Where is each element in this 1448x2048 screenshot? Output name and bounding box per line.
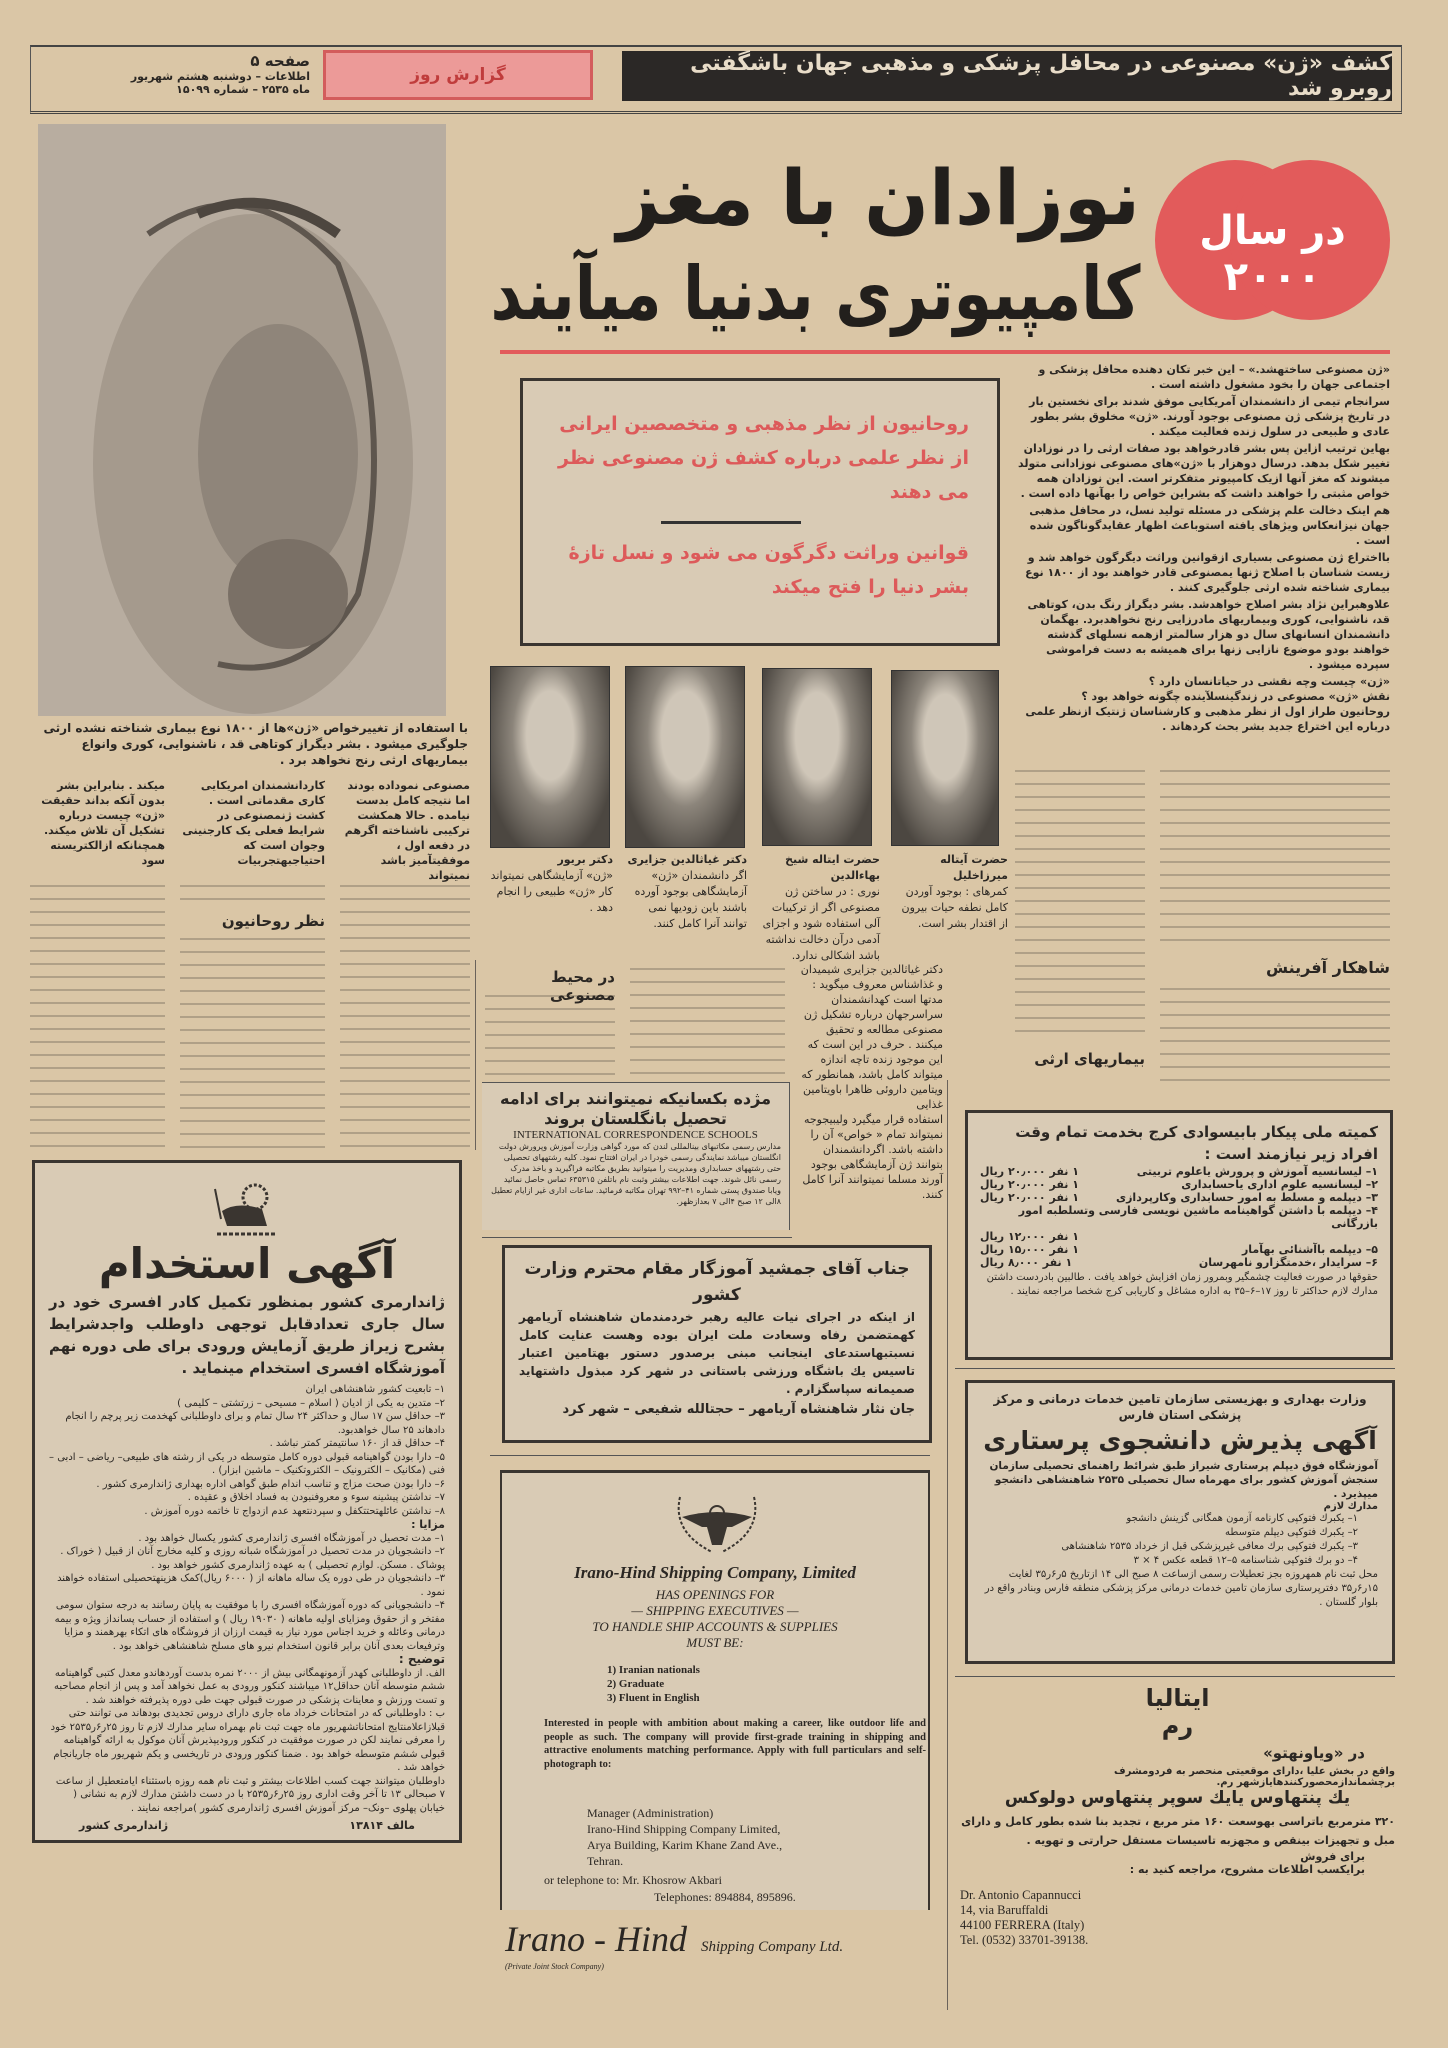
ad-nursing-docs-label: مدارك لازم: [1323, 1501, 1378, 1512]
literacy-salary: ۱ نفر ۸٫۰۰۰ ریال: [980, 1256, 1073, 1269]
issue-line-1: اطلاعات – دوشنبه هشتم شهریور: [130, 70, 310, 83]
headline-row-1: [490, 150, 1140, 246]
literacy-item: [980, 1243, 1378, 1256]
body-snippet: کاردانشمندان امریکایی کاری مقدماتی است . کشت ژنمصنوعی در شرایط فعلی یک کارجنینی وجوان است که احتیاجبهتجربیات: [182, 779, 325, 867]
intro-paragraph: روحانیون طراز اول از نظر مذهبی و کارشناسان ژنتیک ازنظر علمی درباره این اختراع جدید بشر بحث کردهاند .: [1025, 705, 1390, 733]
literacy-item: [980, 1191, 1378, 1204]
jazayeri-column-end: استفاده قرار میگیرد ولیبیجوجه نمیتواند تمام « خواص» آن را داشته باشد. اگردانشمندان بتوانند ژن آزمایشگاهی بوجود آورند مسلما نمیتوانند آنرا کامل کنند.: [802, 1113, 943, 1201]
portrait-quote: نوری : در ساختن ژن مصنوعی اگر از ترکیبات آلی استفاده شود و اجزای آدمی درآن دخالت نداشته باشد اشکالی ندارد.: [762, 885, 880, 962]
intro-paragraph: سرانجام تیمی از دانشمندان آمریکایی موفق شدند برای نخستین بار در تاریخ پزشکی ژن مصنوعی بوجود آورند. «ژن» مخلوق بشر بطور عادی و طبیعی در سلول زنده فعالیت میکند .: [1029, 395, 1390, 438]
opening-line: HAS OPENINGS FOR: [655, 1587, 775, 1602]
italy-address-line: 44100 FERRERA (Italy): [960, 1918, 1085, 1932]
issue-line-2: ماه ۲۵۳۵ – شماره ۱۵۰۹۹: [176, 83, 310, 96]
body-column-text: [340, 885, 470, 1150]
shipping-logo-note: (Private Joint Stock Company): [505, 1962, 604, 1971]
portrait-photo: [891, 670, 999, 846]
ad-italy-location: واقع در بخش علیا ،دارای موقعیتی منحصر به فردومشرف برچشماندازمحصورکنندهایازشهر رم.: [1114, 1766, 1395, 1788]
ad-correspondence-schools: [482, 1082, 790, 1230]
shipping-company: Irano-Hind Shipping Company, Limited: [574, 1563, 856, 1582]
shipping-phone-numbers: Telephones: 894884, 895896.: [654, 1890, 796, 1904]
intro-paragraph: «ژن مصنوعی ساختهشد.» – این خبر تکان دهنده محافل پزشکی و اجتماعی جهان را بخود مشغول داشته است .: [1038, 363, 1390, 391]
literacy-role: ۵– دیپلمه باآشنائی بهآمار: [1241, 1243, 1378, 1256]
portrait-caption: [622, 852, 747, 932]
body-column-text: [180, 938, 325, 1150]
section-label: گزارش روز: [410, 65, 506, 85]
headline-line-2: کامپیوتری بدنیا میآیند: [490, 251, 1140, 337]
condition: ۱– تابعیت کشور شاهنشاهی ایران: [305, 1384, 445, 1395]
portrait-photo: [762, 668, 872, 846]
fetus-illustration: [38, 124, 446, 716]
portrait-caption: [755, 852, 880, 964]
condition: ۵– دارا بودن گواهینامه قبولی دوره کامل متوسطه در یکی از رشته های طبیعی– ریاضی – ادبی – فنی (مکانیک – الکترونیک – الکتروتکنیک – ماشین ابزار) .: [49, 1451, 445, 1476]
ad-italy-country: ایتالیا: [1145, 1684, 1210, 1712]
portrait-photo: [625, 666, 745, 848]
italy-address-line: Dr. Antonio Capannucci: [960, 1888, 1082, 1902]
literacy-role: ۳– دیپلمه و مسلط به امور حسابداری وکارپردازی: [1116, 1191, 1378, 1204]
literacy-role: ۱– لیسانسیه آموزش و پرورش یاعلوم تربیتی: [1136, 1165, 1378, 1178]
ad-gendarmerie-intro: ژاندارمری کشور بمنظور تکمیل کادر افسری خود در سال جاری تعدادقابل توجهی داوطلب واجدشرایط بشرح زیراز طریق آزمایش ورودی برای طی دوره نهم آموزشگاه افسری استخدام مینماید .: [49, 1293, 445, 1377]
intro-article: [1015, 362, 1390, 734]
ad-italy: [960, 1684, 1395, 1948]
ad-italy-district: در «ویاونهتو»: [1263, 1744, 1365, 1762]
portrait-name: حضرت آیتاله میرزاخلیل: [940, 853, 1008, 882]
rule: [482, 1237, 792, 1238]
shipping-logo: [505, 1918, 935, 1971]
requirement: 1) Iranian nationals: [607, 1664, 700, 1676]
required-doc: ۳– یکبرك فتوکپی برك معافی غیرپزشکی قبل از خرداد ۲۵۳۵ شاهنشاهی: [1061, 1541, 1358, 1552]
body-column-text: [180, 885, 325, 907]
column-rule: [475, 960, 476, 1150]
ad-ics-title: مژده بکسانیکه نمیتوانند برای ادامه تحصیل بانگلستان بروند: [500, 1089, 771, 1128]
jazayeri-block: [795, 962, 943, 1202]
figure-caption: با استفاده از تغییرخواص «ژن»ها از ۱۸۰۰ نوع بیماری شناخته نشده ارثی جلوگیری میشود . بشر دیگراز کوتاهی قد ، ناشنوایی، کوری وانواع بیماریهای ارثی رنج نخواهد برد .: [43, 721, 468, 767]
banner: [622, 51, 1392, 101]
rule: [490, 1455, 930, 1456]
address-line: Arya Building, Karim Khane Zand Ave.,: [587, 1838, 783, 1852]
address-line: Irano-Hind Shipping Company Limited,: [587, 1822, 781, 1836]
shipping-body: Interested in people with ambition about making a career, like outdoor life and people as such. The company will provide first-grade training in shipping and attractive enoluments matching performance. Apply with full particulars and self-photograph to:: [544, 1718, 926, 1770]
portrait-name: دکتر بریور: [557, 853, 613, 866]
portrait-name: حضرت ایتاله شیخ بهاءالدین: [785, 853, 880, 882]
pullquote-bottom: قوانین وراثت دگرگون می شود و نسل تازهٔ بشر دنیا را فتح میکند: [568, 542, 969, 598]
portrait-quote: اگر دانشمندان «ژن» آزمایشگاهی بوجود آورده باشند باین زودیها نمی توانند آنرا کامل کنند.: [634, 869, 747, 930]
rule: [955, 1676, 1395, 1677]
fetus-drawing-icon: [38, 124, 446, 716]
italy-address-line: Tel. (0532) 33701-39138.: [960, 1933, 1089, 1947]
ad-italy-sale: برای فروش: [1300, 1850, 1365, 1863]
headline-row-2: [490, 246, 1140, 342]
subhead-clergy: نظر روحانیون: [221, 912, 325, 930]
portrait-quote: کمرهای : بوجود آوردن کامل نطفه حیات بیرون از اقتدار بشر است.: [901, 885, 1008, 930]
ad-thanks-body: از اینکه در اجرای نیات عالیه رهبر خردمندمان شاهنشاه آریامهر کهمتضمن رفاه وسعادت ملت ایران بوده وهست عنایت کامل نسبتبهاستدعای اینجانب مبنی برصدور دستور بهتامین اعتبار تاسیس یك باشگاه ورزشی باستانی در شهر کرد مبذول داشتهاید صمیمانه سپاسگزارم .: [519, 1310, 915, 1396]
ad-italy-contact-prompt: برایکسب اطلاعات مشروح، مراجعه کنید به :: [1129, 1863, 1365, 1876]
ad-italy-body: ۳۲۰ مترمربع باتراسی بهوسعت ۱۶۰ متر مربع ، تجدید بنا شده بطور کامل و دارای مبل و تجهیزات بینقص و مجهزبه تاسیسات مستقل حرارتی و تهویه .: [961, 1815, 1395, 1847]
subhead-artificial: در محیط مصنوعی: [549, 968, 615, 1004]
subhead-masterpiece: شاهکار آفرینش: [1266, 958, 1390, 977]
ad-gendarmerie-signature: ژاندارمری کشور: [79, 1819, 169, 1832]
year-badge-text: در سال ۲۰۰۰: [1199, 208, 1346, 300]
benefits-label: مزایا :: [411, 1518, 445, 1531]
pullquote-box: [520, 378, 1000, 646]
address-line: Tehran.: [587, 1854, 624, 1868]
body-column-text: [30, 885, 165, 1150]
ad-thanks-signature: جان نثار شاهنشاه آریامهر – حجتالله شفیعی – شهر کرد: [562, 1402, 915, 1417]
intro-paragraph: «ژن» چیست وچه نقشی در حیاتانسان دارد ؟: [1148, 675, 1390, 688]
note: ب : داوطلبانی که در امتحانات خرداد ماه جاری دارای دروس تجدیدی بودهاند می توانند حتی قبلازاعلامنتایج امتحاناتشهریور ماه جهت ثبت نام بهمراه سایر مدارك لازم تا روز ۲۵ر۶ر۲۵۳۵ خود را معرفی نمایند لکن در صورت موفقیت در کنکور ورودیپذیرش آنان موکول به ارائه گواهینامه قبولی ششم متوسطه خواهد بود . ضمنا کنکور ورودی در تاریخسی و یکم شهریور ماه جاریانجام خواهد شد .: [50, 1708, 445, 1773]
portrait-name: دکتر غیاثالدین جزایری: [627, 853, 747, 866]
ad-italy-city: رم: [1161, 1712, 1194, 1740]
benefit: ۴– دانشجویانی که دوره آموزشگاه افسری را با موفقیت به پایان رسانند به درجه ستوان سومی مفتخر و از حقوق ومزایای اولیه ماهانه ( ۱۹۰۳۰ ریال ) و استفاده از حساب پسانداز ویژه و بیمه درمانی وعائله و خرید اجناس مورد نیاز به قیمت ارزان از فروشگاه های اتکاء بهرهمند و مزایا وترفیعات بعدی آنان برابر قانون استخدام نیرو های مسلح شاهنشاهی خواهد بود .: [54, 1600, 445, 1652]
literacy-item: [980, 1256, 1378, 1269]
intro-paragraph: بااختراع ژن مصنوعی بسیاری ازقوانین وراثت دیگرگون خواهد شد و زیست شناسان با اصلاح ژنها یمصنوعی قادر خواهند بود از ۱۸۰۰ نوع بیماری شناخته شده ارثی جلوگیری کنند .: [1025, 551, 1390, 594]
shipping-phone-contact: or telephone to: Mr. Khosrow Akbari: [544, 1873, 722, 1887]
notes-label: توضیح :: [398, 1652, 445, 1666]
headline-line-1: نوزادان با مغز: [616, 153, 1140, 242]
literacy-salary: ۱ نفر ۱۵٫۰۰۰ ریال: [980, 1243, 1079, 1256]
ad-thanks-minister: [502, 1245, 932, 1443]
literacy-item: [980, 1165, 1378, 1178]
year-badge: [1155, 160, 1390, 320]
ad-nursing-ministry: وزارت بهداری و بهزیستی سازمان تامین خدمات درمانی و مرکز پزشکی استان فارس: [993, 1392, 1367, 1422]
intro-paragraph: نقش «ژن» مصنوعی در زندگینسلآینده چگونه خواهد بود ؟: [1081, 690, 1390, 703]
jazayeri-column: دکتر غیاثالدین جزایری شیمیدان و غذاشناس معروف میگوید : مدتها است کهدانشمندان سراسرجهان درباره تشکیل ژن مصنوعی مطالعه و تحقیق میکنند . حرف در این است که این موجود زنده تاچه اندازه میتواند کامل باشد، همانطور که ویتامین داروئی ظاهرا باویتامین غذایی: [800, 963, 943, 1111]
required-doc: ۱– یکبرك فتوکپی کارنامه آزمون همگانی گزینش دانشجو: [1126, 1513, 1358, 1524]
condition: ۷– نداشتن پیشینه سوء و معروفنبودن به فساد اخلاق و عقیده .: [187, 1492, 445, 1503]
ad-thanks-title: جناب آقای جمشید آموزگار مقام محترم وزارت کشور: [524, 1259, 910, 1305]
literacy-role: ۴– دیپلمه با داشتن گواهینامه ماشین نویسی فارسی وتسلطبه امور بازرگانی: [1018, 1204, 1378, 1230]
lion-and-sun-icon: [207, 1181, 287, 1237]
ad-nursing: [965, 1380, 1395, 1664]
shipping-logo-suffix: Shipping Company Ltd.: [701, 1939, 844, 1955]
rule: [955, 1368, 1395, 1369]
ad-ics-body: مدارس رسمی مکاتبهای بینالمللی لندن که مورد گواهی وزارت آموزش وپرورش دولت انگلستان میباشد نمایندگی رسمی خودرا در ایران افتتاح نمود. کلیه رشتههای تحصیلی حتی رشتههای حسابداری ومدیریت را میتوانید بطریق مکاتبه فراگیرید و باخذ مدرک رسمی نائل شوند. جهت اطلاعات بیشتر وثبت نام باتلفن ۶۳۵۳۱۵ تماس حاصل نمائید ویابا صندوق پستی شماره ۴۱–۹۹۲ تهران مکاتبه فرمائید. ساعات اداری غیر ازایام تعطیل ۸الی ۱۲ صبح ۴الی ۷ بعدازظهر.: [491, 1142, 781, 1206]
intro-paragraph: هم اینک دخالت علم پزشکی در مسئله تولید نسل، در محافل مذهبی جهان نیزانعکاس ویژهای یافته استوباعث اظهار عقایدگوناگون شده است .: [1029, 504, 1390, 547]
benefit: ۲– دانشجویان در مدت تحصیل در آموزشگاه شبانه روزی و کلیه مخارج آنان از قبیل ( خوراک . پوشاک . مسکن. لوازم تحصیلی ) به عهده ژاندارمری کشور خواهد بود .: [60, 1546, 445, 1571]
literacy-salary: ۱ نفر ۱۲٫۰۰۰ ریال: [980, 1230, 1079, 1243]
subhead-hereditary: بیماریهای ارثی: [1034, 1050, 1145, 1068]
address-line: Manager (Administration): [587, 1806, 714, 1820]
ad-shipping: [500, 1470, 930, 1910]
ad-ics-subtitle: INTERNATIONAL CORRESPONDENCE SCHOOLS: [513, 1129, 758, 1141]
body-column-text: [485, 995, 615, 1075]
body-snippet: میکند . بنابراین بشر بدون آنکه بداند حقیقت «ژن» چیست درباره تشکیل آن تلاش میکند. همچنانکه ازالکتریسته سود: [41, 779, 165, 867]
required-doc: ۲– یکبرك فتوکپی دیپلم متوسطه: [1225, 1527, 1358, 1538]
ad-literacy-committee: [965, 1110, 1393, 1360]
page-label: صفحه ۵: [250, 52, 310, 70]
condition: ۴– حداقل قد از ۱۶۰ سانتیمتر کمتر نباشد .: [269, 1438, 445, 1449]
opening-line: — SHIPPING EXECUTIVES —: [631, 1603, 799, 1618]
ad-literacy-title: کمیته ملی پیکار بابیسوادی کرج بخدمت تمام وقت افراد زیر نیازمند است :: [1015, 1123, 1378, 1163]
italy-address-line: 14, via Baruffaldi: [960, 1903, 1049, 1917]
benefit: ۱– مدت تحصیل در آموزشگاه افسری ژاندارمری کشور یکسال خواهد بود .: [138, 1532, 445, 1544]
literacy-role: ۲– لیسانسیه علوم اداری یاحسابداری: [1181, 1178, 1378, 1191]
required-doc: ۴– دو برك فتوکپی شناسنامه ۵–۱۲ قطعه عکس ۴ × ۳: [1133, 1555, 1358, 1566]
literacy-salary: ۱ نفر ۲۰٫۰۰۰ ریال: [980, 1178, 1079, 1191]
pullquote-top: روحانیون از نظر مذهبی و متخصصین ایرانی از نظر علمی درباره کشف ژن مصنوعی نظر می دهند: [557, 413, 969, 503]
ad-nursing-body: آموزشگاه فوق دیپلم پرستاری شیراز طبق شرائط راهنمای تحصیلی سازمان سنجش آموزش کشور برای مهرماه سال تحصیلی ۲۵۳۵ شاهنشاهی دانشجو میپذیرد .: [989, 1460, 1378, 1500]
folio: [40, 52, 310, 96]
column-rule: [947, 1080, 948, 2010]
body-column-text: [1160, 988, 1390, 1088]
ad-italy-headline: یك پنتهاوس یایك سوپر پنتهاوس دولوکس: [1004, 1788, 1351, 1808]
intro-paragraph: بهاین ترتیب ازاین پس بشر قادرخواهد بود صفات ارثی را در نوزادان تغییر شکل بدهد. درسال دوهزار با «ژن»های مصنوعی نوزادانی متولد میشوند که مغز آنها ازیک کامپیوتر متفکرتر است. این نوزادان همه خواص مثبتی را خواهند داشت که بشراین خواص را بهآنها داده است .: [1017, 442, 1390, 500]
portrait-caption: [890, 852, 1008, 932]
portrait-quote: «ژن» آزمایشگاهی نمیتواند کار «ژن» طبیعی را انجام دهد .: [490, 869, 613, 914]
literacy-item: [980, 1178, 1378, 1191]
requirement: 2) Graduate: [607, 1678, 665, 1690]
portrait-caption: [488, 852, 613, 916]
opening-line: TO HANDLE SHIP ACCOUNTS & SUPPLIES: [592, 1619, 838, 1634]
literacy-salary: ۱ نفر ۲۰٫۰۰۰ ریال: [980, 1165, 1079, 1178]
condition: ۲– متدین به یکی از ادیان ( اسلام – مسیحی – زرتشتی – کلیمی ): [177, 1397, 445, 1409]
requirement: 3) Fluent in English: [607, 1692, 700, 1704]
body-snippet: مصنوعی نموداده بودند اما نتیجه کامل بدست نیامده . حالا همکشت ترکیبی ناشناخته اگرهم در دفعه اول ، موفقیتآمیز باشد نمیتواند: [344, 779, 470, 882]
intro-paragraph: علاوهبراین نژاد بشر اصلاح خواهدشد. بشر دیگراز رنگ بدن، کوتاهی قد، ناشنوایی، کوری وبیماریهای مادرزایی رنج نخواهدبرد. بهگمان دانشمندان انسانهای سال دو هزار سالمتر ازهمه نسلهای گذشته خواهند بودو موضوع نازایی زنها برای همیشه به دست فراموشی سپرده میشود .: [1027, 598, 1390, 671]
condition: ۶– دارا بودن صحت مزاج و تناسب اندام طبق گواهی اداره بهداری ژاندارمری کشور .: [96, 1478, 445, 1490]
body-column-text: [1015, 770, 1145, 1040]
headline-rule: [500, 350, 1390, 354]
pullquote-divider: [661, 521, 801, 524]
body-column-text: [1160, 770, 1390, 950]
literacy-role: ۶– سرایدار ،خدمتگزارو نامهرسان: [1198, 1256, 1378, 1269]
portrait-photo: [490, 666, 610, 848]
note: الف. از داوطلبانی کهدر آزمونهمگانی بیش از ۲۰۰۰ نمره بدست آوردهاندو معدل کتبی گواهینامه ششم متوسطه آنان حداقل۱۲ میباشند کنکور ورودی به عمل نخواهد آمد و پس از انجام مصاحبه و تست ورزش و معاینات پزشکی در صورت قبولی جهت طی دوره پذیرفته خواهند شد .: [54, 1667, 445, 1706]
ad-gendarmerie-title: آگهی استخدام: [98, 1239, 396, 1288]
opening-line: MUST BE:: [686, 1635, 744, 1650]
benefit: ۳– دانشجویان در طی دوره یک ساله ماهانه از ( ۶۰۰۰ ریال)کمک هزینهتحصیلی استفاده خواهند نمود .: [57, 1573, 445, 1598]
note: داوطلبان میتوانند جهت کسب اطلاعات بیشتر و ثبت نام همه روزه باستثناء ایامتعطیل از ساعت ۷ صبحالی ۱۳ تا آخر وقت اداری روز ۲۵ر۶ر۲۵۳۵ با در دست داشتن مدارك لازم به نشانی ( خیابان پهلوی –ونک– مرکز آموزش افسری ژاندارمری کشور )مراجعه نمایند .: [55, 1775, 445, 1814]
condition: ۳– حداقل سن ۱۷ سال و حداکثر ۲۴ سال تمام و برای داوطلبانی کهخدمت زیر پرچم را انجام دادهاند ۲۵ سال خواهدبود.: [65, 1411, 445, 1436]
section-label-box: [323, 50, 593, 100]
ad-nursing-title: آگهی پذیرش دانشجوی پرستاری: [983, 1426, 1377, 1455]
ad-literacy-footer: حقوقها در صورت فعالیت چشمگیر وبمرور زمان افزایش خواهد یافت . طالبین بادردست داشتن مدارك لازم حداکثر تا روز ۱۷–۶–۳۵ به اداره مشاغل و کاریابی کرج شخصا مراجعه نمایند .: [986, 1272, 1378, 1297]
banner-text: کشف «ژن» مصنوعی در محافل پزشکی و مذهبی جهان باشگفتی روبرو شد: [690, 51, 1392, 101]
body-column-text: [630, 968, 785, 1075]
shipping-logo-script: Irano - Hind: [505, 1919, 687, 1959]
faravahar-icon: [672, 1487, 762, 1557]
ad-nursing-footer: محل ثبت نام همهروزه بجز تعطیلات رسمی ازساعت ۸ صبح الی ۱۴ ازتاریخ ۵ر۶ر۳۵ لغایت ۱۵ر۶ر۳۵ دفترپرستاری سازمان تامین خدمات درمانی مرکز پزشکی منطقه فارس وبنادر واقع در بلوار گلستان .: [984, 1569, 1378, 1608]
literacy-salary: ۱ نفر ۲۰٫۰۰۰ ریال: [980, 1191, 1079, 1204]
headline: [490, 150, 1140, 342]
condition: ۸– نداشتن عائلهتحتتکفل و سپردنتعهد عدم ازدواج تا خاتمه دوره آموزش .: [144, 1505, 445, 1517]
ad-reference: مالف ۱۳۸۱۴: [349, 1819, 415, 1832]
literacy-item: [980, 1204, 1378, 1243]
ad-gendarmerie: [32, 1160, 462, 1843]
